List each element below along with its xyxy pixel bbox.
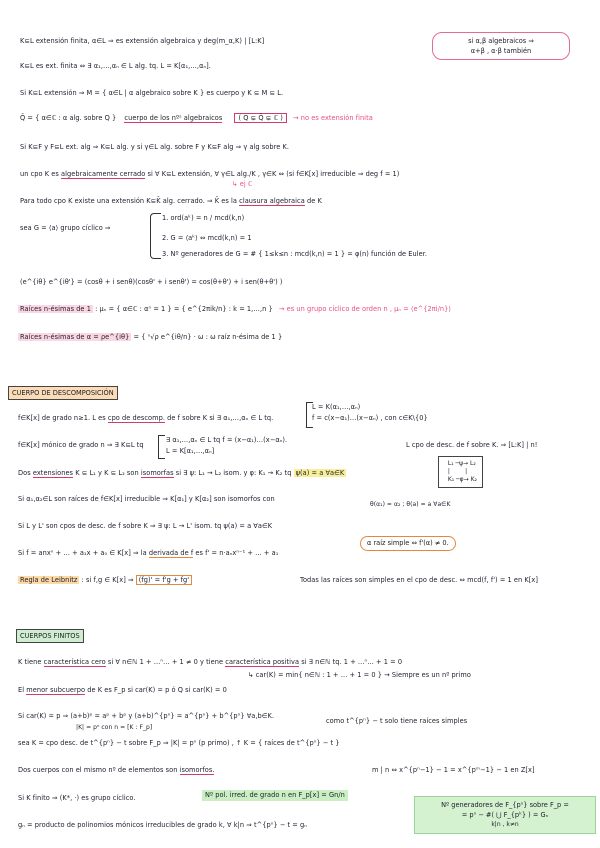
commutative-diagram: L₁ ─ψ→ L₂ | | K₁ ─φ→ K₂ xyxy=(438,456,483,488)
irreducible-count: Nº pol. irred. de grado n en F_p[x] = Gn/n xyxy=(202,790,348,801)
field-order: |K| = pⁿ con n = [K : F_p] xyxy=(76,724,153,731)
splitting-def-line xyxy=(18,414,273,423)
extensions-term: extensiones xyxy=(32,469,74,477)
cyclic-item-3: 3. Nº generadores de G = # { 1≤k≤n : mcd(k,n) = 1 } = φ(n) función de Euler. xyxy=(162,250,428,258)
char-zero-condition: si ∀ n∈ℕ 1 + …ⁿ… + 1 ≠ 0 y tiene xyxy=(107,658,224,666)
iso-ext-condition: si ∃ ψ: L₁ → L₂ isom. y φ: K₁ → K₂ tq xyxy=(175,469,292,477)
char-zero-term: característica cero xyxy=(43,658,106,666)
simple-root-box: α raíz simple ⇔ f'(α) ≠ 0. xyxy=(360,536,456,551)
line-algebraic-subfield: Si K⊆L extensión ⇒ M = { α∈L | α algebraico sobre K } es cuerpo y K ⊆ M ⊆ L. xyxy=(20,89,284,97)
splitting-cond-1: L = K(α₁,…,αₙ) xyxy=(312,403,361,411)
monic-cond-2: L = K[α₁,…,αₙ] xyxy=(166,447,215,455)
line-finite-generated: K⊆L es ext. finita ⇔ ∃ α₁,…,αₙ ∈ L alg. tq. L = K[α₁,…,αₙ]. xyxy=(20,62,211,70)
leibniz-title: Regla de Leibnitz xyxy=(20,576,78,584)
isomorphic-term: isomorfas xyxy=(140,469,174,477)
finite-iso-statement: Dos cuerpos con el mismo nº de elementos son xyxy=(18,766,178,774)
closure-term: clausura algebraica xyxy=(239,197,305,205)
cyclic-item-1: 1. ord(aᵏ) = n / mcd(k,n) xyxy=(162,214,245,222)
prime-subfield-intro: El xyxy=(18,686,25,694)
algebraic-closure-note-box xyxy=(432,32,570,60)
alg-closed-definition: si ∀ K⊆L extensión, ∀ γ∈L alg./K , γ∈K ⇔ (si f∈K[x] irreducible ⇒ deg f = 1) xyxy=(147,170,400,178)
gn-product-line: gₙ = producto de polinomios mónicos irreducibles de grado k, ∀ k|n ⇒ t^{pⁿ} − t = gₙ xyxy=(18,821,307,829)
conjugate-roots-line: Si α₁,α₂∈L son raíces de f∈K[x] irreducible ⇒ K[α₁] y K[α₂] son isomorfos con xyxy=(18,495,275,503)
generators-line2: = pⁿ − #( ⋃ F_{pᵏ} ) = Gₙ xyxy=(461,811,549,819)
nth-roots-line xyxy=(18,333,282,342)
prime-subfield-definition: de K es F_p si car(K) = p ó Q si car(K) = 0 xyxy=(87,686,227,694)
line-finite-extension: K⊆L extensión finita, α∈L ⇒ es extensión algebraica y deg(m_α,K) | [L:K] xyxy=(20,37,265,45)
splitting-def-condition: de f sobre K si ∃ α₁,…,αₙ ∈ L tq. xyxy=(167,414,274,422)
nth-roots-definition: = { ⁿ√ρ e^{iθ/n} · ω : ω raíz n-ésima de 1 } xyxy=(133,333,283,341)
qbar-definition: Q̄ = { α∈ℂ : α alg. sobre Q } xyxy=(20,114,117,122)
nth-roots-title: Raíces n-ésimas de α = ρe^{iθ} xyxy=(20,333,130,341)
iso-ext-pair: K ⊆ L₁ y K ⊆ L₂ son xyxy=(75,469,139,477)
roots-of-unity-title: Raíces n-ésimas de 1 xyxy=(20,305,91,313)
frobenius-line: Si car(K) = p ⇒ (a+b)ᵖ = aᵖ + bᵖ y (a+b)^{pⁿ} = a^{pⁿ} + b^{pⁿ} ∀a,b∈K. xyxy=(18,712,275,720)
simple-roots-criterion: Todas las raíces son simples en el cpo de desc. ⇔ mcd(f, f') = 1 en K[x] xyxy=(300,576,538,584)
alg-closed-intro: un cpo K es xyxy=(20,170,59,178)
closure-intro: Para todo cpo K existe una extensión K⊆K̄ alg. cerrado. ⇒ K̄ es la xyxy=(20,197,237,205)
monic-brace xyxy=(158,435,165,459)
line-transitivity: Si K⊆F y F⊆L ext. alg ⇒ K⊆L alg. y si γ∈L alg. sobre F y K⊆F alg ⇒ γ alg sobre K. xyxy=(20,143,289,151)
cyclic-brace xyxy=(150,213,161,259)
line-cyclic-group: sea G = ⟨a⟩ grupo cíclico ⇒ xyxy=(20,224,111,232)
algebraic-note-line2: α+β , α·β también xyxy=(470,47,532,55)
char-positive-term: característica positiva xyxy=(225,658,300,666)
splitting-def-intro: f∈K[x] de grado n≥1. L es xyxy=(18,414,106,422)
line-algebraic-numbers xyxy=(20,114,373,123)
prime-subfield-term: menor subcuerpo xyxy=(26,686,86,694)
isomorphic-term-2: isomorfos. xyxy=(179,766,215,774)
simple-roots-note: como t^{pⁿ} − t solo tiene raíces simples xyxy=(326,717,468,725)
characteristic-min: ↳ car(K) = min{ n∈ℕ : 1 + … + 1 = 0 } → Siempre es un nº primo xyxy=(248,671,471,679)
alg-closed-term: algebraicamente cerrado xyxy=(61,170,146,178)
leibniz-formula: (fg)' = f'g + fg' xyxy=(136,575,192,585)
uniqueness-line: Si L y L' son cpos de desc. de f sobre K ⇒ ∃ ψ: L → L' isom. tq ψ(a) = a ∀a∈K xyxy=(18,522,273,530)
roots-of-unity-cyclic: → es un grupo cíclico de orden n , μₙ = ⟨e^{2πi/n}⟩ xyxy=(278,305,452,313)
finite-iso-line xyxy=(18,766,214,775)
algebraic-note-line1: si α,β algebraicos ⇒ xyxy=(468,37,534,45)
splitting-field-term: cpo de descomp. xyxy=(107,414,165,422)
derivative-term: derivada de f xyxy=(148,549,194,557)
generators-line3: k|n , k≠n xyxy=(491,821,519,828)
section-splitting-field: CUERPO DE DESCOMPOSICIÓN xyxy=(8,386,118,400)
isomorphic-extensions-line xyxy=(18,469,346,478)
line-algebraic-closure xyxy=(20,197,322,206)
degree-bound: L cpo de desc. de f sobre K. ⇒ [L:K] | n! xyxy=(406,441,538,449)
closure-of-k: de K xyxy=(306,197,322,205)
monic-existence-line: f∈K[x] mónico de grado n ⇒ ∃ K⊆L tq xyxy=(18,441,144,449)
section-finite-fields: CUERPOS FINITOS xyxy=(16,629,84,643)
generators-count-box xyxy=(414,796,596,834)
euler-identity: (e^{iθ} e^{iθ'} = (cosθ + i senθ)(cosθ' + i senθ') = cos(θ+θ') + i sen(θ+θ') ) xyxy=(20,278,283,286)
derivative-intro: Si f = anxⁿ + … + a₁x + a₀ ∈ K[x] ⇒ la xyxy=(18,549,147,557)
splitting-cond-2: f = c(x−α₁)…(x−αₙ) , con c∈K\{0} xyxy=(312,414,428,422)
roots-of-unity-line xyxy=(18,305,451,314)
qbar-inclusion: ( Q ⊊ Q̄ ⊊ ℂ ) xyxy=(234,113,286,123)
alg-closed-example: ↳ ej ℂ xyxy=(232,180,253,188)
algebraic-numbers-term: cuerpo de los nºˢ algebraicos xyxy=(124,114,223,122)
derivative-formula: es f' = n·aₙxⁿ⁻¹ + … + a₁ xyxy=(195,549,279,557)
leibniz-line xyxy=(18,576,192,585)
finite-field-existence: sea K = cpo desc. de t^{pⁿ} − t sobre F_p ⇒ |K| = pⁿ (p primo) , ↑ K = { raíces de t^{pⁿ} − t } xyxy=(18,739,340,747)
iso-ext-intro: Dos xyxy=(18,469,31,477)
line-alg-closed xyxy=(20,170,399,179)
roots-of-unity-definition: : μₙ = { α∈ℂ : αⁿ = 1 } = { e^{2πik/n} : k = 1,…,n } xyxy=(95,305,273,313)
monic-cond-1: ∃ α₁,…,αₙ ∈ L tq f = (x−α₁)…(x−αₙ). xyxy=(166,436,288,444)
leibniz-condition: : si f,g ∈ K[x] ⇒ xyxy=(81,576,134,584)
iso-ext-fix: ψ(a) = a ∀a∈K xyxy=(295,469,345,477)
characteristic-line xyxy=(18,658,402,667)
char-positive-condition: si ∃ n∈ℕ tq. 1 + …ⁿ… + 1 = 0 xyxy=(301,658,403,666)
prime-subfield-line xyxy=(18,686,227,695)
char-intro: K tiene xyxy=(18,658,42,666)
not-finite-note: → no es extensión finita xyxy=(293,114,373,122)
divisibility-criterion: m | n ⇔ x^{pⁿ−1} − 1 = x^{pᵐ−1} − 1 en Z[x] xyxy=(372,766,535,774)
generators-line1: Nº generadores de F_{pⁿ} sobre F_p = xyxy=(441,801,569,809)
cyclic-item-2: 2. G = ⟨aᵏ⟩ ⇔ mcd(k,n) = 1 xyxy=(162,234,252,242)
multiplicative-cyclic: Si K finito ⇒ (K*, ·) es grupo cíclico. xyxy=(18,794,136,802)
theta-map: θ(α₁) = α₂ ; θ(a) = a ∀a∈K xyxy=(370,501,451,508)
derivative-line xyxy=(18,549,278,558)
